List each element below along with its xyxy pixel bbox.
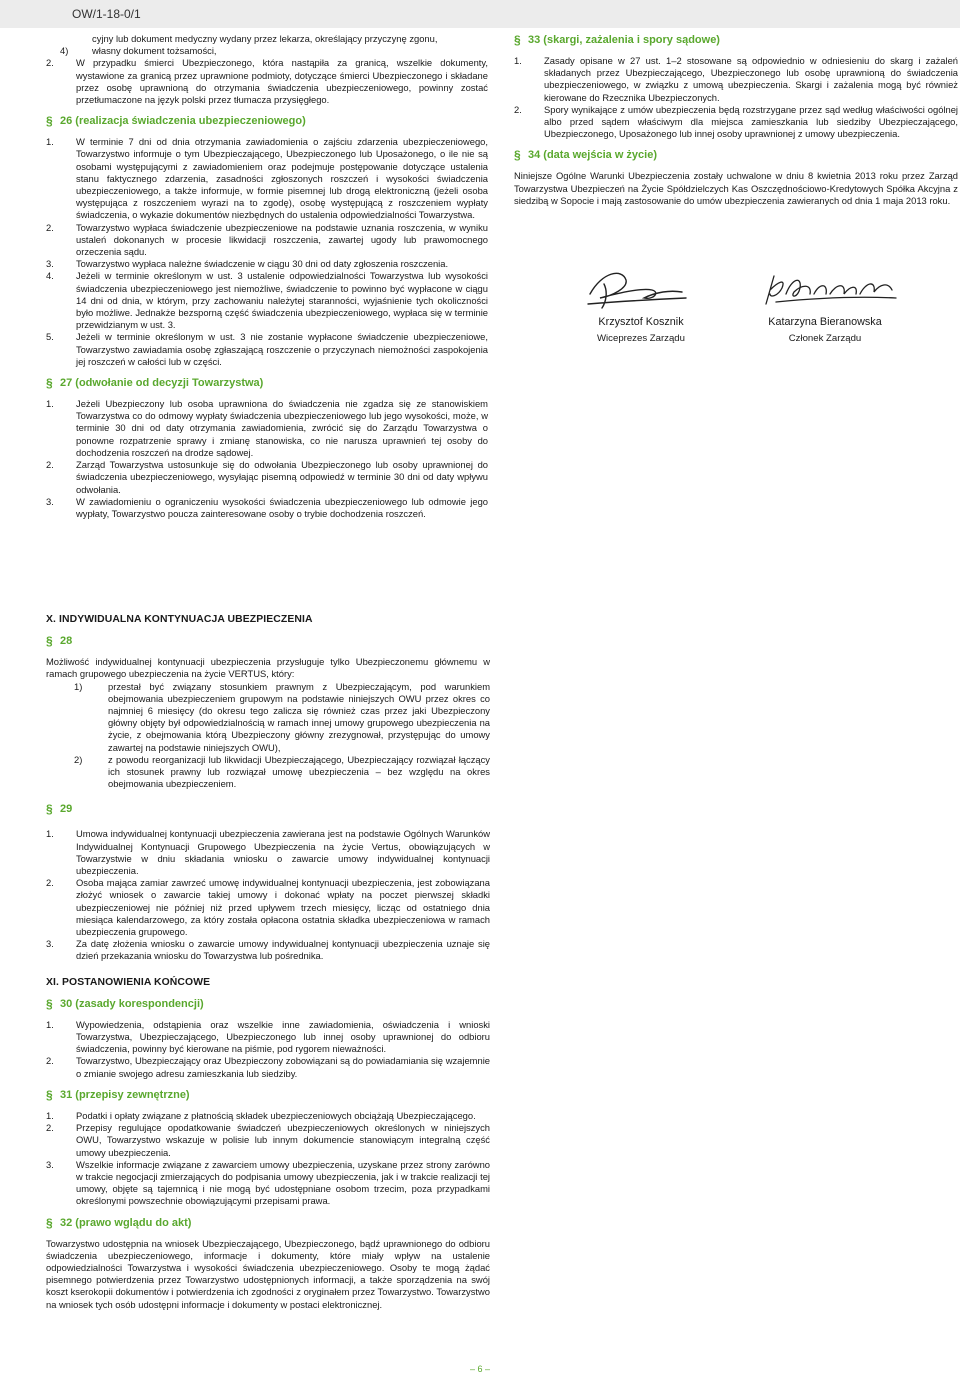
section-sign-icon: § — [514, 33, 521, 47]
list-item — [46, 754, 490, 791]
item-number: 2. — [46, 1055, 54, 1067]
section-title: 28 — [60, 635, 73, 648]
item-text: Wszelkie informacje związane z zawarciem umowy ubezpieczenia, uzyskane przez strony zarówno w trakcie negocjacji zmierzających do podpisania umowy ubezpieczenia, jak i w trakcie realizacji tej umowy, objęte są tajemnicą i nie mogą być udostępniane osobom trzecim, poza przypadkami określonymi powszechnie obowiązującymi przepisami prawa. — [76, 1158, 490, 1207]
list-item — [46, 398, 488, 459]
paragraph-intro: Możliwość indywidualnej kontynuacji ubezpieczenia przysługuje tylko Ubezpieczonemu głównemu w ramach grupowego ubezpieczenia na życie VERTUS, który: — [46, 656, 490, 680]
item-text: Za datę złożenia wniosku o zawarcie umowy indywidualnej kontynuacji ubezpieczenia uznaje się dzień przekazania wniosku do Towarzystwa lub pośrednika. — [76, 938, 490, 962]
item-text: Jeżeli w terminie określonym w ust. 3 nie zostanie wypłacone świadczenie ubezpieczeniowe, Towarzystwo zawiadamia osobę zgłaszającą roszczenie o przyczynach niemożności zaspokojenia jej roszczeń w całości lub w części. — [76, 331, 488, 367]
item-text: Umowa indywidualnej kontynuacji ubezpieczenia zawierana jest na podstawie Ogólnych Warunków Indywidualnej Kontynuacji Grupowego Ubezpieczenia na życie Vertus, obowiązujących w Towarzystwie w dniu składania wniosku o zawarcie umowy indywidualnej kontynuacji ubezpieczenia. — [76, 828, 490, 877]
item-text: Zasady opisane w 27 ust. 1–2 stosowane są odpowiednio w odniesieniu do skarg i zażaleń składanych przez Ubezpieczającego, Ubezpieczonego lub osobę uprawnioną do świadczenia ubezpieczeniowego, w związku z umową ubezpieczenia. Skargi i zażalenia mogą być również kierowane do Rzecznika Ubezpieczonych. — [544, 55, 958, 103]
section-title: 27 (odwołanie od decyzji Towarzystwa) — [60, 377, 264, 390]
list-item — [46, 57, 488, 106]
list-item — [46, 331, 488, 368]
list-item — [46, 1055, 490, 1079]
page-number: – 6 – — [470, 1364, 491, 1374]
list-item — [46, 1110, 490, 1122]
item-number: 2. — [46, 459, 54, 471]
item-number: 3. — [46, 1158, 54, 1170]
item-number: 1. — [46, 136, 54, 148]
section-sign-icon: § — [46, 802, 53, 817]
list-item — [46, 1159, 490, 1208]
list-item — [46, 1019, 490, 1056]
item-number: 2. — [514, 103, 522, 115]
paragraph-text: Niniejsze Ogólne Warunki Ubezpieczenia zostały uchwalone w dniu 8 kwietnia 2013 roku przez Zarząd Towarzystwa Ubezpieczeń na Życie Spółdzielczych Kas Oszczędnościowo-Kredytowych Spółka Akcyjna z siedzibą w Sopocie i mają zastosowanie do umów ubezpieczenia zawieranych od dnia 1 maja 2013 roku. — [514, 170, 958, 206]
item-text: Towarzystwo wypłaca świadczenie ubezpieczeniowe na podstawie uznania roszczenia, w wyniku ustaleń dokonanych w procesie likwidacji roszczenia, zawartej ugody lub prawomocnego orzeczenia sądu. — [76, 221, 488, 258]
item-text: W terminie 7 dni od dnia otrzymania zawiadomienia o zajściu zdarzenia ubezpieczeniowego, Towarzystwo informuje o tym Ubezpieczającego, Ubezpieczonego lub Uposażonego, o ile nie są osobami występującymi z zawiadomieniem oraz podejmuje postępowanie dotyczące ustalenia stanu faktycznego zdarzenia, zasadności zgłoszonych roszczeń i wysokości świadczenia ubezpieczeniowego, a także informuje, w formie pisemnej lub drogą elektroniczną (jeżeli osoba występująca z roszczeniem wyrazi na to zgodę), osobę występującą z roszczeniem wypłaty świadczenia, o wykazie dokumentów niezbędnych do ustalenia odpowiedzialności Towarzystwa. — [76, 136, 488, 221]
list-item — [46, 496, 488, 520]
item-text: W zawiadomieniu o ograniczeniu wysokości świadczenia ubezpieczeniowego lub odmowie jego wypłaty, Towarzystwo poucza zainteresowane osoby o trybie dochodzenia roszczeń. — [76, 495, 488, 519]
item-text: cyjny lub dokument medyczny wydany przez lekarza, określający przyczynę zgonu, — [92, 33, 438, 44]
section-title: 26 (realizacja świadczenia ubezpieczeniowego) — [60, 115, 306, 128]
section-sign-icon: § — [46, 1087, 53, 1102]
section-title: 32 (prawo wglądu do akt) — [60, 1216, 192, 1229]
item-number: 2) — [74, 753, 83, 765]
item-text: Spory wynikające z umów ubezpieczenia będą rozstrzygane przez sąd według właściwości ogólnej albo przed sądem właściwym dla miejsca zamieszkania lub siedziby Ubezpieczającego, Ubezpieczonego, Uposażonego lub innej osoby uprawnionej z umowy ubezpieczenia. — [544, 103, 958, 140]
item-text: z powodu reorganizacji lub likwidacji Ubezpieczającego, Ubezpieczający rozwiązał łączący ich stosunek prawny lub rozwiązał umowę ubezpieczenia – bez względu na okres obejmowania ubezpieczeniem. — [108, 753, 490, 790]
item-number: 2. — [46, 221, 54, 233]
item-number: 1. — [514, 55, 522, 66]
item-text: przestał być związany stosunkiem prawnym z Ubezpieczającym, pod warunkiem obejmowania ubezpieczeniem grupowym na podstawie niniejszych OWU przez okres co najmniej 6 miesięcy (do okresu tego zalicza się również czas przez jaki Ubezpieczony główny objęty był odpowiedzialnością w ramach innej umowy grupowego ubezpieczenia na życie, z obejmowania którą Ubezpieczony główny zrezygnował, przystępując do umowy zawartej na podstawie niniejszych OWU), — [108, 680, 490, 753]
paragraph-text: Towarzystwo udostępnia na wniosek Ubezpieczającego, Ubezpieczonego, bądź uprawnionego do odbioru świadczenia ubezpieczeniowego, informacje i dokumenty, które miały wpływ na ustalenie odpowiedzialności Towarzystwa i wysokości świadczenia ubezpieczeniowego. Osoby te mogą żądać pisemnego potwierdzenia przez Towarzystwo udostępnionych informacji, a także sporządzenia na swój koszt kserokopii dokumentów i potwierdzenia ich zgodności z oryginałem przez Towarzystwo. Towarzystwo na wniosek tych osób udostępni informacje i dokumenty w postaci elektronicznej. — [46, 1237, 490, 1310]
item-number: 3. — [46, 495, 54, 507]
section-title: 34 (data wejścia w życie) — [528, 149, 658, 162]
item-number: 3. — [46, 938, 54, 950]
list-item — [46, 136, 488, 221]
item-text: Osoba mająca zamiar zawrzeć umowę indywidualnej kontynuacji ubezpieczenia, jest zobowiązana złożyć wniosek o zawarcie takiej umowy i dokonać wpłaty na poczet pierwszej składki ubezpieczeniowej nie później niż przed upływem trzech miesięcy, licząc od ostatniego dnia miesiąca kalendarzowego, za który została opłacona ostatnia składka ubezpieczeniowa w ramach ubezpieczenia grupowego. — [76, 877, 490, 938]
section-heading-28 — [46, 634, 490, 648]
section-heading-30 — [46, 997, 490, 1011]
item-text: W przypadku śmierci Ubezpieczonego, która nastąpiła za granicą, wszelkie dokumenty, wystawione za granicą przez uprawnione podmioty, dotyczące śmierci Ubezpieczonego i składane przez osobę uprawnioną do otrzymania świadczenia ubezpieczeniowego, powinny zostać przetłumaczone na język polski przez tłumacza przysięgłego. — [76, 57, 488, 106]
item-text: własny dokument tożsamości, — [92, 45, 217, 57]
list-item — [46, 459, 488, 496]
list-item — [46, 45, 488, 57]
lower-left-column — [46, 604, 490, 1311]
list-item — [514, 55, 958, 104]
section-heading-33 — [514, 33, 958, 47]
signatory-role: Wiceprezes Zarządu — [597, 333, 685, 344]
right-column — [514, 33, 958, 207]
section-heading-29 — [46, 802, 490, 816]
signatory-name: Krzysztof Kosznik — [598, 316, 684, 328]
section-sign-icon: § — [46, 634, 53, 649]
signatory-role: Członek Zarządu — [788, 333, 862, 344]
item-number: 2. — [46, 57, 54, 69]
item-number: 5. — [46, 331, 54, 343]
item-text: Jeżeli w terminie określonym w ust. 3 ustalenie odpowiedzialności Towarzystwa lub wysokości świadczenia ubezpieczeniowego jest niemożliwe, świadczenie to powinno być wypłacone w ciągu 14 dni od dnia, w którym, przy zachowaniu należytej staranności, wyjaśnienie tych okoliczności było możliwe. Jednakże bezsporną część świadczenia ubezpieczeniowego, wypłaca się w terminie przewidzianym w ust. 3. — [76, 270, 488, 331]
chapter-title-x: X. INDYWIDUALNA KONTYNUACJA UBEZPIECZENIA — [46, 614, 313, 625]
item-number: 2. — [46, 1122, 54, 1134]
list-item — [46, 877, 490, 938]
section-sign-icon: § — [46, 996, 53, 1011]
section-heading-31 — [46, 1088, 490, 1102]
list-item — [46, 681, 490, 754]
item-number: 3. — [46, 258, 54, 270]
section-heading-34 — [514, 148, 958, 162]
section-title: 29 — [60, 803, 73, 816]
item-number: 1. — [46, 1109, 54, 1121]
item-number: 4. — [46, 270, 54, 282]
item-number: 1. — [46, 828, 54, 840]
list-item — [46, 258, 488, 270]
section-title: 33 (skargi, zażalenia i spory sądowe) — [528, 34, 720, 46]
list-item — [46, 1122, 490, 1159]
item-number: 4) — [60, 45, 69, 57]
header-bar — [0, 0, 960, 28]
signature-bieranowska-icon — [756, 264, 906, 310]
item-number: 1) — [74, 680, 83, 692]
item-text: Przepisy regulujące opodatkowanie świadczeń ubezpieczeniowych określonych w niniejszych OWU, Towarzystwo wskazuje w polisie lub innym dokumencie stanowiącym integralną część umowy ubezpieczenia. — [76, 1122, 490, 1158]
signature-kosznik-icon — [582, 262, 692, 314]
chapter-title-xi: XI. POSTANOWIENIA KOŃCOWE — [46, 976, 211, 988]
list-item — [46, 33, 488, 45]
signatory-name: Katarzyna Bieranowska — [768, 316, 882, 328]
list-item — [46, 270, 488, 331]
signature-block — [576, 316, 706, 344]
item-text: Zarząd Towarzystwa ustosunkuje się do odwołania Ubezpieczonego lub osoby uprawnionej do świadczenia ubezpieczeniowego, wysyłając pisemną odpowiedź w terminie 30 dni od daty wpływu odwołania. — [76, 459, 488, 495]
section-sign-icon: § — [46, 114, 53, 129]
section-sign-icon: § — [46, 1215, 53, 1230]
list-item — [46, 938, 490, 962]
item-number — [60, 33, 92, 45]
list-item — [46, 828, 490, 877]
left-column — [46, 33, 488, 520]
section-heading-26 — [46, 114, 488, 128]
item-text: Jeżeli Ubezpieczony lub osoba uprawniona do świadczenia nie zgadza się ze stanowiskiem Towarzystwa co do odmowy wypłaty świadczenia ubezpieczeniowego lub jego wysokości, może, w terminie 30 dni od daty otrzymania zawiadomienia, zwrócić się do Zarządu Towarzystwa o ponowne rozpatrzenie sprawy i zmianę stanowiska, co nie narusza uprawnień tej osoby do dochodzenia roszczeń na drodze sądowej. — [76, 398, 488, 458]
section-heading-32 — [46, 1216, 490, 1230]
item-text: Wypowiedzenia, odstąpienia oraz wszelkie inne zawiadomienia, oświadczenia i wnioski Towarzystwa, Ubezpieczającego, Ubezpieczonego lub innej osoby uprawnionej do odbioru świadczenia, powinny być kierowane na piśmie, pod rygorem nieważności. — [76, 1018, 490, 1055]
item-text: Towarzystwo wypłaca należne świadczenie w ciągu 30 dni od daty zgłoszenia roszczenia. — [76, 258, 449, 270]
section-heading-27 — [46, 376, 488, 390]
section-title: 31 (przepisy zewnętrzne) — [60, 1088, 190, 1101]
item-number: 1. — [46, 1018, 54, 1030]
item-number: 2. — [46, 877, 54, 889]
section-sign-icon: § — [46, 376, 53, 391]
item-text: Podatki i opłaty związane z płatnością składek ubezpieczeniowych obciążają Ubezpieczającego. — [76, 1109, 476, 1121]
section-title: 30 (zasady korespondencji) — [60, 997, 204, 1010]
signature-block — [750, 316, 900, 344]
list-item — [46, 222, 488, 259]
section-sign-icon: § — [514, 148, 521, 163]
item-text: Towarzystwo, Ubezpieczający oraz Ubezpieczony zobowiązani są do powiadamiania się wzajemnie o zmianie swojego adresu zamieszkania lub siedziby. — [76, 1055, 490, 1079]
list-item — [514, 104, 958, 141]
item-number: 1. — [46, 398, 54, 410]
document-code: OW/1-18-0/1 — [72, 7, 141, 21]
